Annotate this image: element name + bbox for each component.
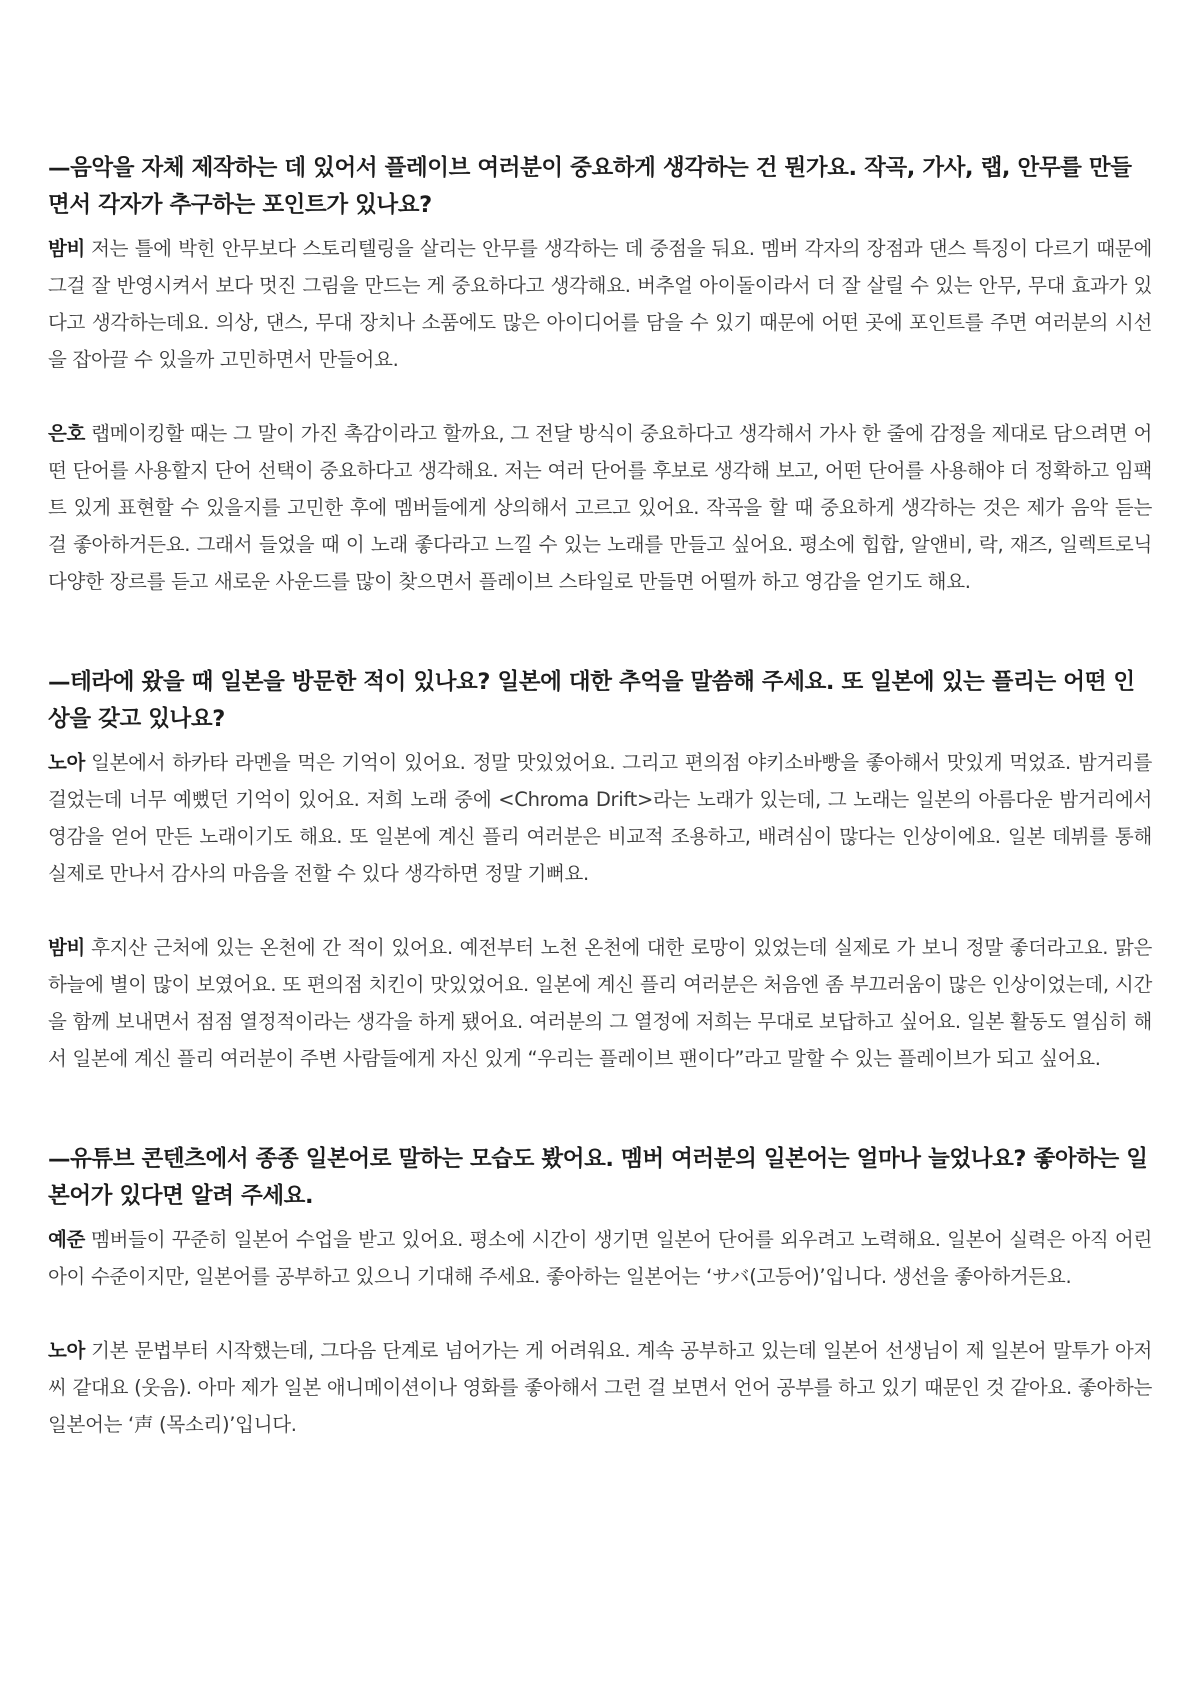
interview-answer — [48, 929, 1152, 1077]
answer-text: 멤버들이 꾸준히 일본어 수업을 받고 있어요. 평소에 시간이 생기면 일본어 단어를 외우려고 노력해요. 일본어 실력은 아직 어린아이 수준이지만, 일본어를 공부하고 있으니 기대해 주세요. 좋아하는 일본어는 ‘サバ(고등어)’입니다. 생선을 좋아하거든요. — [48, 1228, 1152, 1288]
answer-text: 저는 틀에 박힌 안무보다 스토리텔링을 살리는 안무를 생각하는 데 중점을 둬요. 멤버 각자의 장점과 댄스 특징이 다르기 때문에 그걸 잘 반영시켜서 보다 멋진 그림을 만드는 게 중요하다고 생각해요. 버추얼 아이돌이라서 더 잘 살릴 수 있는 안무, 무대 효과가 있다고 생각하는데요. 의상, 댄스, 무대 장치나 소품에도 많은 아이디어를 담을 수 있기 때문에 어떤 곳에 포인트를 주면 여러분의 시선을 잡아끌 수 있을까 고민하면서 만들어요. — [48, 237, 1152, 371]
answer-text: 후지산 근처에 있는 온천에 간 적이 있어요. 예전부터 노천 온천에 대한 로망이 있었는데 실제로 가 보니 정말 좋더라고요. 맑은 하늘에 별이 많이 보였어요. 또 편의점 치킨이 맛있었어요. 일본에 계신 플리 여러분은 처음엔 좀 부끄러움이 많은 인상이었는데, 시간을 함께 보내면서 점점 열정적이라는 생각을 하게 됐어요. 여러분의 그 열정에 저희는 무대로 보답하고 싶어요. 일본 활동도 열심히 해서 일본에 계신 플리 여러분이 주변 사람들에게 자신 있게 “우리는 플레이브 팬이다”라고 말할 수 있는 플레이브가 되고 싶어요. — [48, 936, 1152, 1070]
answer-text: 기본 문법부터 시작했는데, 그다음 단계로 넘어가는 게 어려워요. 계속 공부하고 있는데 일본어 선생님이 제 일본어 말투가 아저씨 같대요 (웃음). 아마 제가 일본 애니메이션이나 영화를 좋아해서 그런 걸 보면서 언어 공부를 하고 있기 때문인 것 같아요. 좋아하는 일본어는 ‘声 (목소리)’입니다. — [48, 1339, 1152, 1436]
interview-section — [48, 1141, 1152, 1443]
speaker-name: 예준 — [48, 1228, 86, 1251]
interview-question: —테라에 왔을 때 일본을 방문한 적이 있나요? 일본에 대한 추억을 말씀해 주세요. 또 일본에 있는 플리는 어떤 인상을 갖고 있나요? — [48, 669, 1135, 732]
interview-question: —음악을 자체 제작하는 데 있어서 플레이브 여러분이 중요하게 생각하는 건 뭔가요. 작곡, 가사, 랩, 안무를 만들면서 각자가 추구하는 포인트가 있나요? — [48, 155, 1132, 218]
interview-answer — [48, 415, 1152, 600]
speaker-name: 밤비 — [48, 936, 86, 959]
interview-answer — [48, 1221, 1152, 1295]
interview-section — [48, 150, 1152, 600]
answer-text: 일본에서 하카타 라멘을 먹은 기억이 있어요. 정말 맛있었어요. 그리고 편의점 야키소바빵을 좋아해서 맛있게 먹었죠. 밤거리를 걸었는데 너무 예뻤던 기억이 있어요. 저희 노래 중에 <Chroma Drift>라는 노래가 있는데, 그 노래는 일본의 아름다운 밤거리에서 영감을 얻어 만든 노래이기도 해요. 또 일본에 계신 플리 여러분은 비교적 조용하고, 배려심이 많다는 인상이에요. 일본 데뷔를 통해 실제로 만나서 감사의 마음을 전할 수 있다 생각하면 정말 기뻐요. — [48, 751, 1152, 885]
speaker-name: 밤비 — [48, 237, 86, 260]
interview-answer — [48, 1332, 1152, 1443]
interview-article — [48, 150, 1152, 1507]
speaker-name: 노아 — [48, 751, 86, 774]
speaker-name: 은호 — [48, 422, 86, 445]
interview-answer — [48, 744, 1152, 892]
answer-text: 랩메이킹할 때는 그 말이 가진 촉감이라고 할까요, 그 전달 방식이 중요하다고 생각해서 가사 한 줄에 감정을 제대로 담으려면 어떤 단어를 사용할지 단어 선택이 중요하다고 생각해요. 저는 여러 단어를 후보로 생각해 보고, 어떤 단어를 사용해야 더 정확하고 임팩트 있게 표현할 수 있을지를 고민한 후에 멤버들에게 상의해서 고르고 있어요. 작곡을 할 때 중요하게 생각하는 것은 제가 음악 듣는 걸 좋아하거든요. 그래서 들었을 때 이 노래 좋다라고 느낄 수 있는 노래를 만들고 싶어요. 평소에 힙합, 알앤비, 락, 재즈, 일렉트로닉 다양한 장르를 듣고 새로운 사운드를 많이 찾으면서 플레이브 스타일로 만들면 어떨까 하고 영감을 얻기도 해요. — [48, 422, 1152, 593]
speaker-name: 노아 — [48, 1339, 86, 1362]
interview-section — [48, 664, 1152, 1077]
interview-question: —유튜브 콘텐츠에서 종종 일본어로 말하는 모습도 봤어요. 멤버 여러분의 일본어는 얼마나 늘었나요? 좋아하는 일본어가 있다면 알려 주세요. — [48, 1146, 1148, 1209]
interview-answer — [48, 230, 1152, 378]
